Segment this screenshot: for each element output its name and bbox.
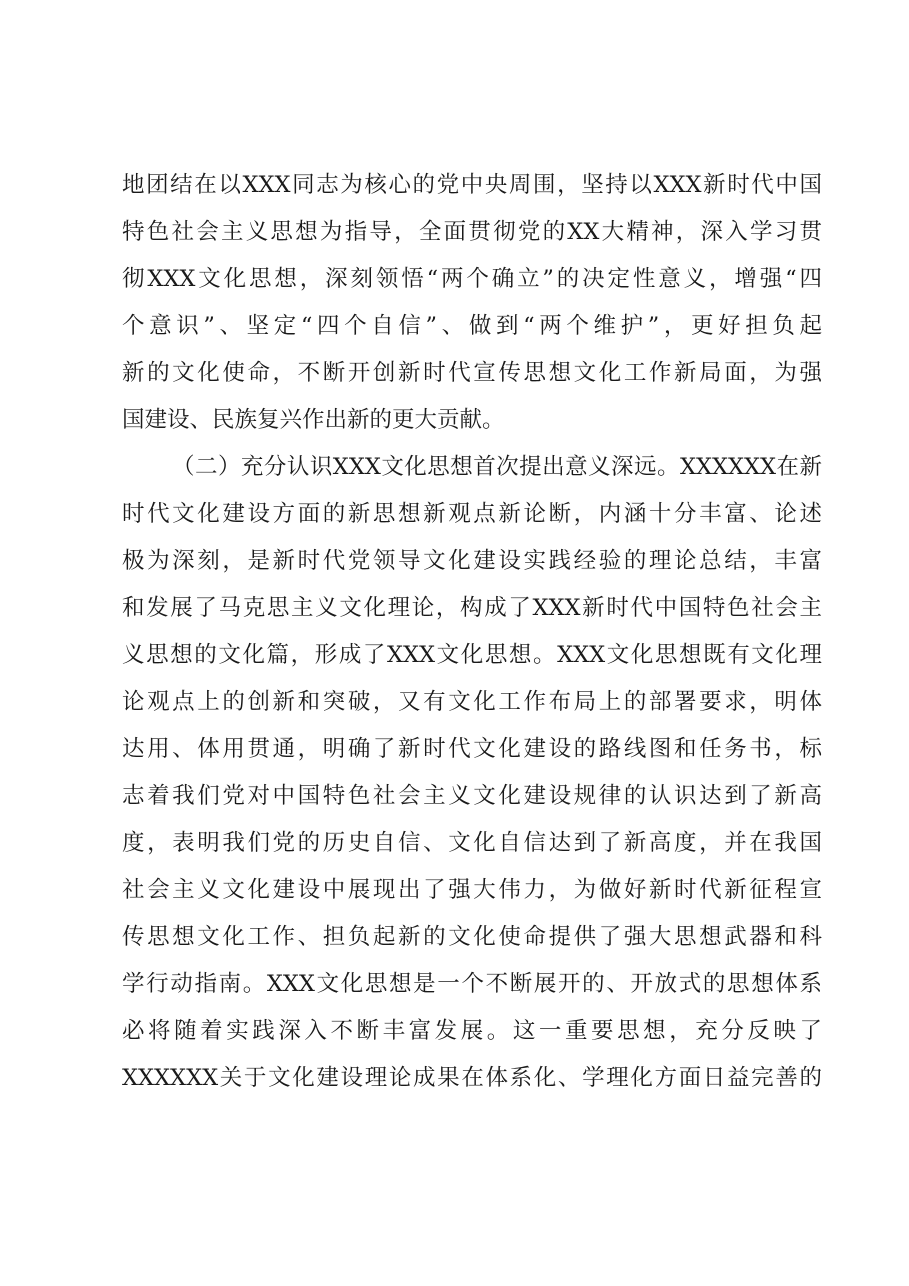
paragraph-line: 和发展了马克思主义文化理论，构成了XXX新时代中国特色社会主: [122, 595, 822, 621]
paragraph-line: 时代文化建设方面的新思想新观点新论断，内涵十分丰富、论述: [122, 501, 822, 527]
paragraph-line: 彻XXX文化思想，深刻领悟“两个确立”的决定性意义，增强“四: [122, 266, 822, 292]
paragraph-line: 特色社会主义思想为指导，全面贯彻党的XX大精神，深入学习贯: [122, 219, 822, 245]
paragraph-line: 志着我们党对中国特色社会主义文化建设规律的认识达到了新高: [122, 783, 822, 809]
paragraph-line: 学行动指南。XXX文化思想是一个不断展开的、开放式的思想体系: [122, 971, 822, 997]
paragraph-2: [122, 444, 822, 1102]
paragraph-line: 国建设、民族复兴作出新的更大贡献。: [122, 407, 505, 433]
paragraph-line: 传思想文化工作、担负起新的文化使命提供了强大思想武器和科: [122, 924, 822, 950]
paragraph-line: 度，表明我们党的历史自信、文化自信达到了新高度，并在我国: [122, 830, 822, 856]
paragraph-line: 论观点上的创新和突破，又有文化工作布局上的部署要求，明体: [122, 689, 822, 715]
paragraph-line: 达用、体用贯通，明确了新时代文化建设的路线图和任务书，标: [122, 736, 822, 762]
paragraph-line: 义思想的文化篇，形成了XXX文化思想。XXX文化思想既有文化理: [122, 642, 822, 668]
paragraph-line: 新的文化使命，不断开创新时代宣传思想文化工作新局面，为强: [122, 360, 822, 386]
paragraph-line: 地团结在以XXX同志为核心的党中央周围，坚持以XXX新时代中国: [122, 172, 822, 198]
paragraph-line: （二）充分认识XXX文化思想首次提出意义深远。XXXXXX在新: [172, 454, 822, 480]
paragraph-line: XXXXXX关于文化建设理论成果在体系化、学理化方面日益完善的: [122, 1065, 822, 1091]
paragraph-1: [122, 162, 822, 444]
paragraph-line: 极为深刻，是新时代党领导文化建设实践经验的理论总结，丰富: [122, 548, 822, 574]
paragraph-line: 个意识”、坚定“四个自信”、做到“两个维护”，更好担负起: [122, 313, 822, 339]
paragraph-line: 必将随着实践深入不断丰富发展。这一重要思想，充分反映了: [122, 1018, 822, 1044]
paragraph-line: 社会主义文化建设中展现出了强大伟力，为做好新时代新征程宣: [122, 877, 822, 903]
